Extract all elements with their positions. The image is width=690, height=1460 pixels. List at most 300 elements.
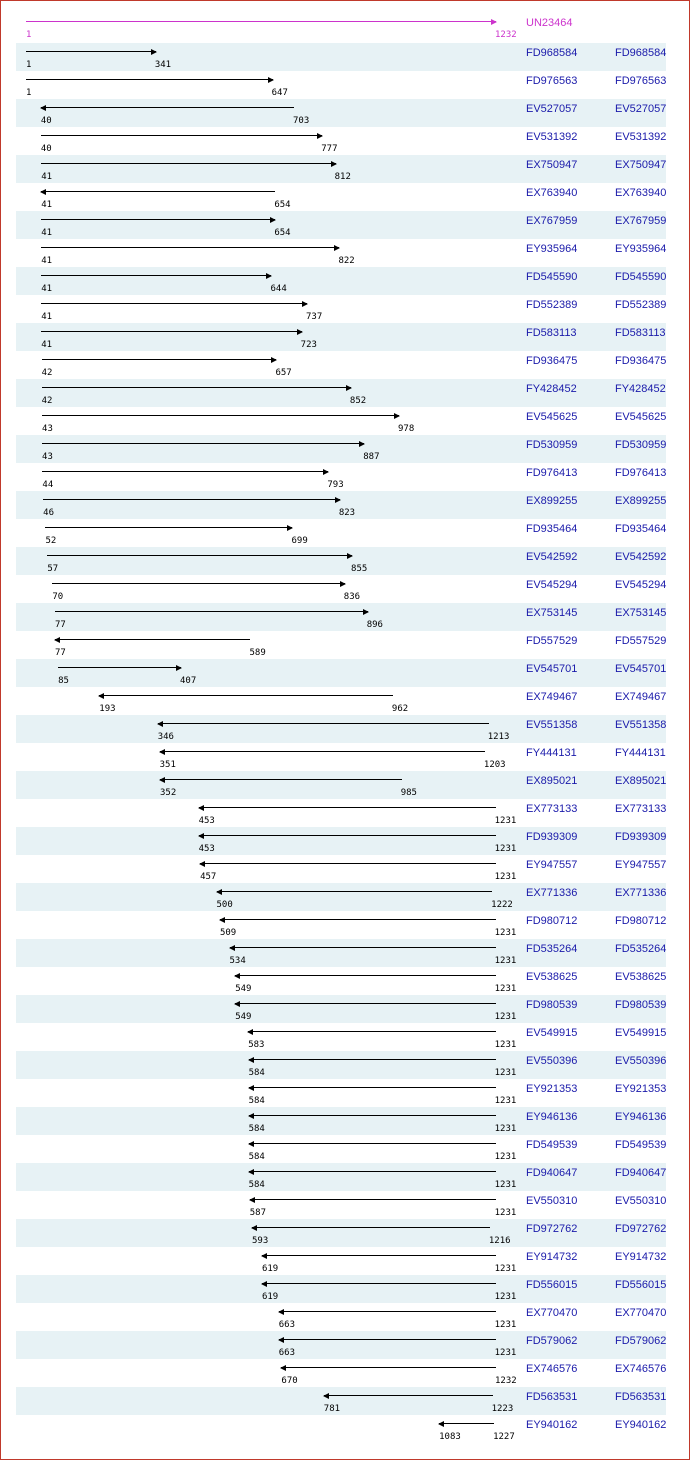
arrow-left-icon — [261, 1281, 267, 1287]
alignment-link[interactable]: EX773133 — [526, 803, 578, 815]
alignment-row — [16, 1135, 666, 1163]
alignment-end: 1231 — [494, 1348, 517, 1358]
alignment-end: 836 — [343, 592, 361, 602]
alignment-link[interactable]: EV551358 — [526, 719, 578, 731]
alignment-link-secondary[interactable]: EX773133 — [615, 803, 667, 815]
alignment-end: 1231 — [494, 1040, 517, 1050]
alignment-row — [16, 1387, 666, 1415]
alignment-start: 670 — [281, 1376, 298, 1386]
arrow-left-icon — [159, 777, 165, 783]
alignment-row — [16, 267, 666, 295]
alignment-arrow — [26, 79, 273, 80]
alignment-link[interactable]: FD583113 — [526, 327, 577, 339]
alignment-link-secondary[interactable]: EV531392 — [615, 131, 667, 143]
alignment-link-secondary[interactable]: EX746576 — [615, 1363, 667, 1375]
reference-end: 1232 — [495, 30, 517, 40]
alignment-link-secondary[interactable]: EV551358 — [615, 719, 667, 731]
alignment-link[interactable]: EV545701 — [526, 663, 578, 675]
alignment-link-secondary[interactable]: FD535264 — [615, 943, 667, 955]
alignment-link[interactable]: EY947557 — [526, 859, 578, 871]
alignment-end: 657 — [275, 368, 292, 378]
alignment-link-secondary[interactable]: FD583113 — [615, 327, 666, 339]
alignment-end: 1231 — [494, 1180, 517, 1190]
alignment-arrow — [235, 1003, 495, 1004]
alignment-start: 40 — [40, 116, 52, 126]
alignment-row — [16, 883, 666, 911]
alignment-link-secondary[interactable]: EX899255 — [615, 495, 667, 507]
alignment-link-secondary[interactable]: EY935964 — [615, 243, 667, 255]
alignment-start: 41 — [41, 228, 53, 238]
alignment-end: 1216 — [488, 1236, 511, 1246]
alignment-link-secondary[interactable]: FY444131 — [615, 747, 666, 759]
alignment-arrow — [281, 1367, 496, 1368]
alignment-arrow — [42, 359, 277, 360]
alignment-end: 1231 — [494, 844, 517, 854]
alignment-end: 1231 — [494, 1012, 517, 1022]
alignment-link-secondary[interactable]: EV542592 — [615, 551, 667, 563]
alignment-link[interactable]: EX767959 — [526, 215, 578, 227]
alignment-row — [16, 631, 666, 659]
alignment-link[interactable]: FD980539 — [526, 999, 578, 1011]
alignment-link[interactable]: FD530959 — [526, 439, 578, 451]
alignment-link-secondary[interactable]: EV545701 — [615, 663, 667, 675]
alignment-link[interactable]: EX746576 — [526, 1363, 578, 1375]
alignment-end: 1231 — [494, 1292, 517, 1302]
alignment-link[interactable]: EV549915 — [526, 1027, 578, 1039]
alignment-start: 584 — [248, 1068, 265, 1078]
alignment-start: 453 — [198, 844, 215, 854]
alignment-link-secondary[interactable]: FD980539 — [615, 999, 667, 1011]
arrow-right-icon — [335, 497, 341, 503]
alignment-start: 41 — [41, 284, 53, 294]
alignment-link[interactable]: FD936475 — [526, 355, 578, 367]
alignment-start: 70 — [52, 592, 64, 602]
alignment-arrow — [199, 835, 496, 836]
alignment-arrow — [262, 1255, 496, 1256]
alignment-arrow — [220, 919, 496, 920]
arrow-left-icon — [278, 1309, 284, 1315]
alignment-row — [16, 659, 666, 687]
alignment-link[interactable]: EV538625 — [526, 971, 578, 983]
alignment-start: 584 — [248, 1180, 265, 1190]
alignment-start: 584 — [248, 1124, 265, 1134]
alignment-link-secondary[interactable]: EX895021 — [615, 775, 667, 787]
alignment-link[interactable]: EV545625 — [526, 411, 578, 423]
alignment-end: 407 — [180, 676, 197, 686]
alignment-row — [16, 239, 666, 267]
alignment-link-secondary[interactable]: EV538625 — [615, 971, 667, 983]
alignment-link-secondary[interactable]: FD939309 — [615, 831, 667, 843]
alignment-arrow — [42, 415, 399, 416]
alignment-arrow — [217, 891, 493, 892]
alignment-end: 962 — [391, 704, 409, 714]
arrow-right-icon — [302, 301, 308, 307]
alignment-link-secondary[interactable]: EY947557 — [615, 859, 667, 871]
arrow-head-icon — [491, 19, 497, 25]
alignment-link[interactable]: EX895021 — [526, 775, 578, 787]
alignment-arrow — [41, 135, 322, 136]
arrow-left-icon — [248, 1169, 254, 1175]
alignment-link[interactable]: EX899255 — [526, 495, 578, 507]
alignment-link[interactable]: EV527057 — [526, 103, 578, 115]
arrow-left-icon — [248, 1113, 254, 1119]
arrow-left-icon — [248, 1141, 254, 1147]
alignment-arrow — [252, 1227, 490, 1228]
alignment-link[interactable]: FD545590 — [526, 271, 578, 283]
alignment-link-secondary[interactable]: EY940162 — [615, 1419, 667, 1431]
alignment-link[interactable]: FY444131 — [526, 747, 577, 759]
alignment-end: 1231 — [494, 1152, 517, 1162]
alignment-row — [16, 603, 666, 631]
alignment-start: 42 — [41, 396, 53, 406]
alignment-end: 654 — [274, 200, 291, 210]
alignment-row — [16, 43, 666, 71]
alignment-start: 453 — [198, 816, 215, 826]
alignment-link-secondary[interactable]: EV549915 — [615, 1027, 667, 1039]
alignment-link-secondary[interactable]: EX770470 — [615, 1307, 667, 1319]
arrow-left-icon — [216, 889, 222, 895]
alignment-arrow — [249, 1087, 496, 1088]
alignment-arrow — [160, 751, 485, 752]
alignment-row — [16, 1191, 666, 1219]
arrow-right-icon — [271, 357, 277, 363]
alignment-link-secondary[interactable]: FD976563 — [615, 75, 667, 87]
alignment-end: 855 — [351, 564, 368, 574]
alignment-start: 584 — [248, 1152, 265, 1162]
alignment-arrow — [26, 51, 156, 52]
alignment-arrow — [235, 975, 495, 976]
alignment-link-secondary[interactable]: EX750947 — [615, 159, 667, 171]
arrow-left-icon — [234, 1001, 240, 1007]
arrow-right-icon — [266, 273, 272, 279]
alignment-start: 509 — [219, 928, 237, 938]
alignment-arrow — [230, 947, 496, 948]
alignment-arrow — [249, 1059, 496, 1060]
arrow-right-icon — [297, 329, 303, 335]
alignment-link-secondary[interactable]: EX763940 — [615, 187, 667, 199]
alignment-row — [16, 183, 666, 211]
alignment-link[interactable]: EX770470 — [526, 1307, 578, 1319]
alignment-start: 549 — [235, 984, 252, 994]
alignment-link[interactable]: EV531392 — [526, 131, 578, 143]
alignment-link-secondary[interactable]: FY428452 — [615, 383, 666, 395]
alignment-link[interactable]: FD552389 — [526, 299, 578, 311]
arrow-left-icon — [199, 861, 205, 867]
alignment-start: 549 — [235, 1012, 252, 1022]
alignment-end: 1231 — [494, 956, 517, 966]
alignment-end: 978 — [398, 424, 415, 434]
alignment-link[interactable]: FD557529 — [526, 635, 578, 647]
alignment-row — [16, 1247, 666, 1275]
arrow-left-icon — [247, 1029, 253, 1035]
alignment-row — [16, 351, 666, 379]
alignment-start: 41 — [41, 172, 53, 182]
alignment-start: 351 — [159, 760, 176, 770]
alignment-start: 593 — [252, 1236, 269, 1246]
arrow-right-icon — [347, 553, 353, 559]
alignment-link[interactable]: EY935964 — [526, 243, 578, 255]
alignment-arrow — [47, 555, 352, 556]
alignment-link[interactable]: FD976413 — [526, 467, 578, 479]
alignment-link[interactable]: FD940647 — [526, 1167, 578, 1179]
alignment-start: 346 — [157, 732, 174, 742]
arrow-left-icon — [54, 637, 60, 643]
alignment-start: 583 — [248, 1040, 265, 1050]
alignment-end: 1231 — [494, 872, 517, 882]
arrow-left-icon — [261, 1253, 267, 1259]
alignment-row — [16, 799, 666, 827]
alignment-row — [16, 911, 666, 939]
alignment-link-secondary[interactable]: FD940647 — [615, 1167, 667, 1179]
alignment-link-secondary[interactable]: FD976413 — [615, 467, 667, 479]
alignment-link-secondary[interactable]: FD545590 — [615, 271, 667, 283]
alignment-arrow — [160, 779, 402, 780]
alignment-start: 663 — [278, 1348, 296, 1358]
alignment-start: 457 — [200, 872, 217, 882]
alignment-link-secondary[interactable]: FD972762 — [615, 1223, 667, 1235]
alignment-link[interactable]: EV542592 — [526, 551, 578, 563]
alignment-start: 41 — [41, 340, 53, 350]
alignment-link[interactable]: EY940162 — [526, 1419, 578, 1431]
alignment-link-secondary[interactable]: EX771336 — [615, 887, 667, 899]
alignment-start: 1 — [26, 60, 32, 70]
alignment-row — [16, 491, 666, 519]
alignment-arrow — [41, 219, 275, 220]
arrow-left-icon — [159, 749, 165, 755]
alignment-link-secondary[interactable]: EV550310 — [615, 1195, 667, 1207]
alignment-arrow — [41, 303, 307, 304]
reference-name[interactable]: UN23464 — [526, 17, 573, 29]
alignment-link[interactable]: FD549539 — [526, 1139, 578, 1151]
alignment-arrow — [279, 1339, 496, 1340]
alignment-arrow — [55, 611, 368, 612]
alignment-row — [16, 99, 666, 127]
alignment-arrow — [41, 275, 271, 276]
alignment-link[interactable]: EV545294 — [526, 579, 578, 591]
alignment-end: 703 — [293, 116, 310, 126]
alignment-link[interactable]: FD972762 — [526, 1223, 578, 1235]
alignment-link[interactable]: EX763940 — [526, 187, 578, 199]
alignment-link-secondary[interactable]: EV545625 — [615, 411, 667, 423]
alignment-row — [16, 967, 666, 995]
alignment-end: 1231 — [494, 928, 517, 938]
alignment-link[interactable]: FD935464 — [526, 523, 578, 535]
alignment-row — [16, 155, 666, 183]
alignment-link-secondary[interactable]: EX749467 — [615, 691, 667, 703]
arrow-left-icon — [278, 1337, 284, 1343]
arrow-right-icon — [176, 665, 182, 671]
alignment-end: 654 — [274, 228, 291, 238]
alignment-link-secondary[interactable]: EY914732 — [615, 1251, 667, 1263]
alignment-start: 85 — [58, 676, 69, 686]
alignment-end: 1232 — [495, 1376, 517, 1386]
alignment-row — [16, 1415, 666, 1443]
arrow-right-icon — [331, 161, 337, 167]
arrow-left-icon — [229, 945, 235, 951]
alignment-link[interactable]: FD968584 — [526, 47, 578, 59]
alignment-end: 1231 — [494, 984, 517, 994]
alignment-link[interactable]: FY428452 — [526, 383, 577, 395]
arrow-right-icon — [287, 525, 293, 531]
alignment-link[interactable]: EY946136 — [526, 1111, 578, 1123]
alignment-link[interactable]: FD980712 — [526, 915, 578, 927]
alignment-arrow — [41, 107, 294, 108]
alignment-row — [16, 743, 666, 771]
alignment-link-secondary[interactable]: FD968584 — [615, 47, 667, 59]
alignment-arrow — [248, 1031, 495, 1032]
arrow-right-icon — [317, 133, 323, 139]
alignment-link[interactable]: EY914732 — [526, 1251, 578, 1263]
alignment-link-secondary[interactable]: FD563531 — [615, 1391, 667, 1403]
alignment-end: 812 — [334, 172, 351, 182]
arrow-right-icon — [359, 441, 365, 447]
alignment-start: 77 — [55, 648, 66, 658]
alignment-link[interactable]: FD535264 — [526, 943, 578, 955]
alignment-start: 52 — [45, 536, 57, 546]
alignment-row — [16, 1359, 666, 1387]
arrow-left-icon — [198, 805, 204, 811]
alignment-row — [16, 547, 666, 575]
alignment-end: 1222 — [491, 900, 513, 910]
alignment-link[interactable]: EV550396 — [526, 1055, 578, 1067]
alignment-link[interactable]: FD556015 — [526, 1279, 578, 1291]
alignment-link[interactable]: EX753145 — [526, 607, 578, 619]
alignment-end: 1231 — [494, 1124, 517, 1134]
alignment-link-secondary[interactable]: EX767959 — [615, 215, 667, 227]
arrow-left-icon — [323, 1393, 329, 1399]
arrow-left-icon — [219, 917, 225, 923]
alignment-link[interactable]: FD579062 — [526, 1335, 578, 1347]
alignment-link[interactable]: FD976563 — [526, 75, 578, 87]
alignment-end: 887 — [363, 452, 380, 462]
alignment-arrow — [42, 471, 328, 472]
alignment-row — [16, 435, 666, 463]
alignment-row — [16, 463, 666, 491]
alignment-row — [16, 519, 666, 547]
alignment-end: 1203 — [483, 760, 506, 770]
alignment-start: 781 — [323, 1404, 341, 1414]
alignment-start: 1 — [26, 88, 32, 98]
alignment-row — [16, 295, 666, 323]
alignment-arrow — [41, 331, 301, 332]
alignment-link-secondary[interactable]: FD530959 — [615, 439, 667, 451]
alignment-link[interactable]: FD563531 — [526, 1391, 578, 1403]
alignment-arrow — [55, 639, 250, 640]
alignment-link-secondary[interactable]: FD549539 — [615, 1139, 667, 1151]
alignment-row — [16, 687, 666, 715]
arrow-right-icon — [151, 49, 157, 55]
alignment-arrow — [439, 1423, 494, 1424]
alignment-link-secondary[interactable]: FD552389 — [615, 299, 667, 311]
alignment-arrow — [58, 667, 181, 668]
alignment-end: 852 — [349, 396, 367, 406]
alignment-link-secondary[interactable]: EV545294 — [615, 579, 667, 591]
alignment-end: 1223 — [491, 1404, 514, 1414]
arrow-left-icon — [249, 1197, 255, 1203]
reference-arrow — [26, 21, 496, 22]
alignment-link[interactable]: EV550310 — [526, 1195, 578, 1207]
alignment-link[interactable]: EX750947 — [526, 159, 578, 171]
alignment-link-secondary[interactable]: FD579062 — [615, 1335, 667, 1347]
alignment-end: 985 — [400, 788, 417, 798]
alignment-link-secondary[interactable]: FD556015 — [615, 1279, 667, 1291]
alignment-row — [16, 127, 666, 155]
alignment-arrow — [262, 1283, 496, 1284]
alignment-start: 352 — [160, 788, 177, 798]
alignment-row — [16, 827, 666, 855]
alignment-end: 1231 — [494, 816, 517, 826]
alignment-end: 1213 — [487, 732, 510, 742]
arrow-left-icon — [248, 1085, 254, 1091]
arrow-right-icon — [270, 217, 276, 223]
alignment-row — [16, 1107, 666, 1135]
alignment-link[interactable]: EX749467 — [526, 691, 578, 703]
alignment-link-secondary[interactable]: FD935464 — [615, 523, 667, 535]
alignment-arrow — [42, 387, 351, 388]
alignment-row — [16, 771, 666, 799]
alignment-link-secondary[interactable]: EV550396 — [615, 1055, 667, 1067]
alignment-end: 589 — [249, 648, 266, 658]
alignment-start: 193 — [99, 704, 116, 714]
alignment-link-secondary[interactable]: EY921353 — [615, 1083, 667, 1095]
alignment-end: 737 — [306, 312, 323, 322]
alignment-link-secondary[interactable]: EV527057 — [615, 103, 667, 115]
alignment-end: 777 — [321, 144, 338, 154]
alignment-link[interactable]: FD939309 — [526, 831, 578, 843]
arrow-left-icon — [234, 973, 240, 979]
alignment-row — [16, 379, 666, 407]
arrow-right-icon — [394, 413, 400, 419]
alignment-start: 46 — [43, 508, 55, 518]
reference-start: 1 — [26, 30, 32, 40]
arrow-left-icon — [438, 1421, 444, 1427]
alignment-link-secondary[interactable]: EX753145 — [615, 607, 667, 619]
arrow-right-icon — [268, 77, 274, 83]
alignment-start: 42 — [41, 368, 53, 378]
alignment-link-secondary[interactable]: FD557529 — [615, 635, 667, 647]
alignment-row — [16, 715, 666, 743]
alignment-link-secondary[interactable]: FD980712 — [615, 915, 667, 927]
alignment-end: 823 — [338, 508, 356, 518]
alignment-link-secondary[interactable]: EY946136 — [615, 1111, 667, 1123]
alignment-start: 500 — [216, 900, 233, 910]
arrow-right-icon — [363, 609, 369, 615]
alignment-row — [16, 575, 666, 603]
alignment-row — [16, 995, 666, 1023]
alignment-arrow — [324, 1395, 493, 1396]
alignment-start: 40 — [40, 144, 52, 154]
alignment-row — [16, 211, 666, 239]
alignment-start: 1083 — [439, 1432, 461, 1442]
alignment-row — [16, 1219, 666, 1247]
alignment-end: 1231 — [494, 1320, 517, 1330]
alignment-arrow — [279, 1311, 496, 1312]
alignment-arrow — [250, 1199, 496, 1200]
alignment-end: 723 — [300, 340, 317, 350]
alignment-arrow — [41, 247, 339, 248]
arrow-right-icon — [334, 245, 340, 251]
alignment-end: 341 — [154, 60, 172, 70]
alignment-row — [16, 1275, 666, 1303]
arrow-left-icon — [98, 693, 104, 699]
alignment-link[interactable]: EX771336 — [526, 887, 578, 899]
alignment-end: 793 — [327, 480, 344, 490]
alignment-arrow — [249, 1171, 496, 1172]
alignment-link[interactable]: EY921353 — [526, 1083, 578, 1095]
arrow-left-icon — [40, 105, 46, 111]
alignment-link-secondary[interactable]: FD936475 — [615, 355, 667, 367]
alignment-row — [16, 323, 666, 351]
